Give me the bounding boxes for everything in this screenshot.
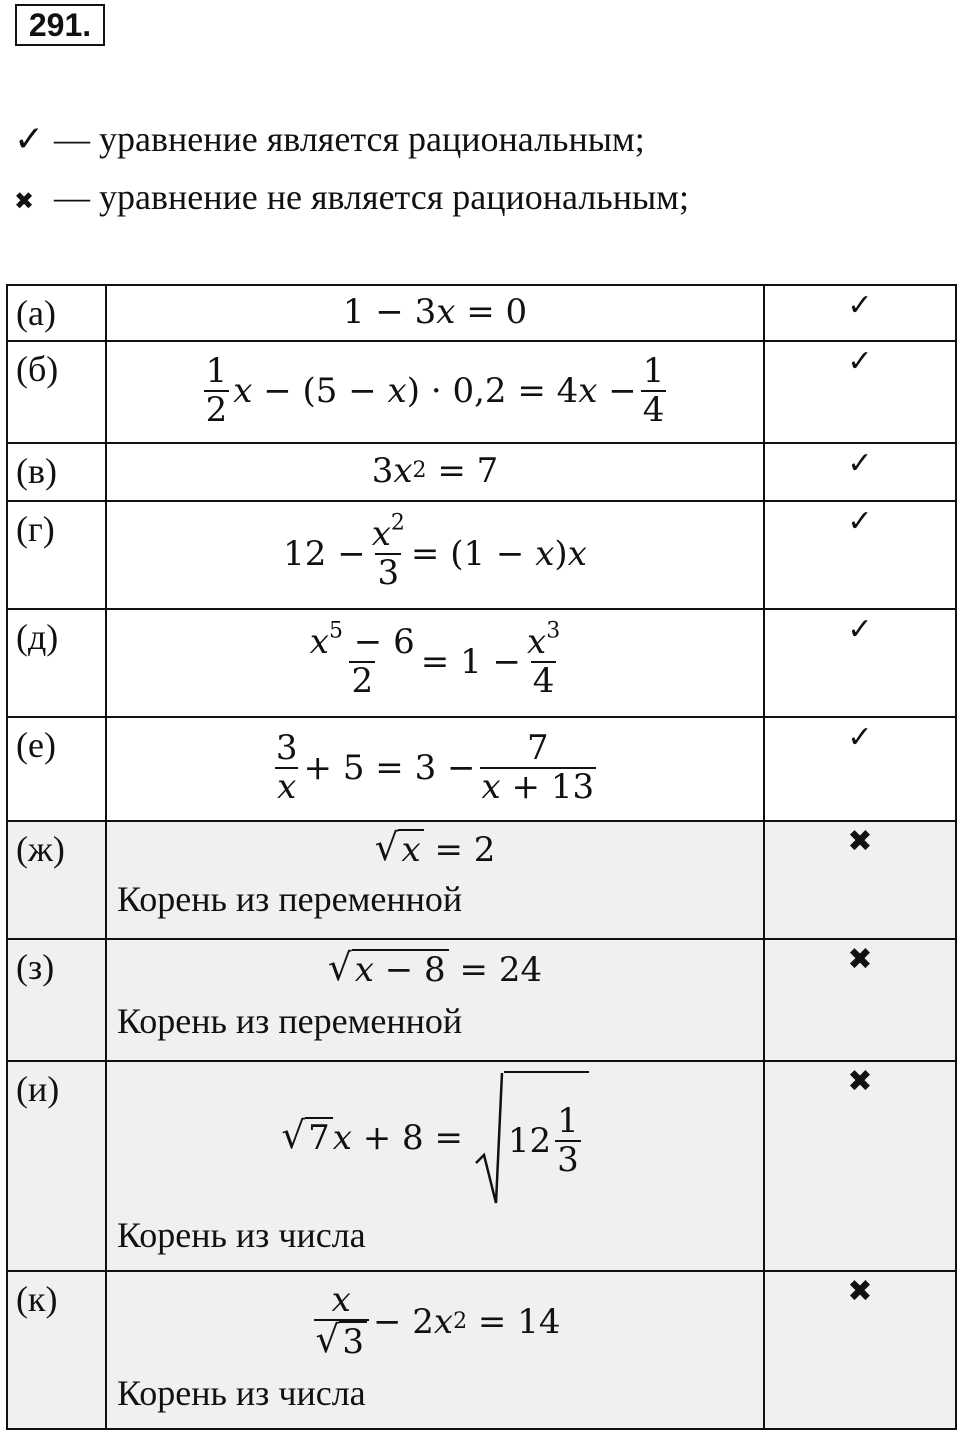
row-note: Корень из числа [117, 1215, 366, 1255]
check-icon: ✓ [764, 341, 956, 443]
row-note: Корень из переменной [117, 1001, 463, 1041]
table-row [7, 939, 956, 1061]
cross-icon: ✖ [764, 939, 956, 1061]
table-row [7, 1271, 956, 1429]
equation: √ x = 2 [374, 825, 496, 871]
problem-number: 291. [15, 4, 105, 46]
equation: 3 x 2 = 7 [371, 451, 499, 491]
cross-icon: ✖ [764, 1061, 956, 1271]
table-row [7, 717, 956, 821]
equation-cell [106, 717, 764, 821]
check-icon: ✓ [14, 119, 45, 160]
check-icon: ✓ [764, 609, 956, 717]
row-note: Корень из переменной [117, 879, 463, 919]
equation-cell [106, 1061, 764, 1271]
equation-cell [106, 501, 764, 609]
check-icon: ✓ [764, 285, 956, 341]
table-row [7, 609, 956, 717]
equation: x √ 3 − 2 x 2 = 14 [315, 1279, 561, 1363]
legend-rational [14, 118, 645, 160]
row-label: (е) [7, 717, 106, 821]
legend-not-rational [14, 176, 689, 218]
equation: 1 − 3 x = 0 [342, 292, 528, 332]
check-icon: ✓ [764, 501, 956, 609]
equation-cell [106, 341, 764, 443]
equation: $\frac{x^5 - 6}{2}$ = 1 − $\frac{x^3}{4}$ [309, 618, 561, 701]
row-label: (з) [7, 939, 106, 1061]
row-note: Корень из числа [117, 1373, 366, 1413]
equation: √ x − 8 = 24 [327, 945, 543, 991]
equation: √ 7 x + 8 = 12 $\frac{1}{3}$ [107, 1062, 763, 1214]
row-label: (д) [7, 609, 106, 717]
table-row [7, 443, 956, 501]
equation: $\frac{3}{x}$ + 5 = 3 − $\frac{7}{x + 13}$ [275, 727, 595, 807]
equation-cell [106, 609, 764, 717]
big-root: 12 $\frac{1}{3}$ [474, 1071, 589, 1205]
legend-text: — уравнение не является рациональным; [54, 177, 689, 217]
equation-cell [106, 1271, 764, 1429]
row-label: (к) [7, 1271, 106, 1429]
equation: 12 − $\frac{x^2}{3}$ = ( 1 − x ) x [283, 510, 587, 593]
table-row [7, 821, 956, 939]
table-row [7, 285, 956, 341]
table-row [7, 341, 956, 443]
row-label: (г) [7, 501, 106, 609]
row-label: (в) [7, 443, 106, 501]
cross-icon: ✖ [14, 187, 35, 215]
table-row [7, 501, 956, 609]
cross-icon: ✖ [764, 821, 956, 939]
check-icon: ✓ [764, 443, 956, 501]
table-row [7, 1061, 956, 1271]
row-label: (а) [7, 285, 106, 341]
equations-table [6, 284, 957, 1430]
legend-text: — уравнение является рациональным; [54, 119, 645, 159]
equation-cell [106, 821, 764, 939]
row-label: (ж) [7, 821, 106, 939]
equation: $\frac{1}{2}$ x − ( 5 − x ) · 0,2 = 4 x − $\frac{1}{4}$ [205, 350, 665, 430]
check-icon: ✓ [764, 717, 956, 821]
equation-cell [106, 285, 764, 341]
equation-cell [106, 443, 764, 501]
cross-icon: ✖ [764, 1271, 956, 1429]
row-label: (б) [7, 341, 106, 443]
row-label: (и) [7, 1061, 106, 1271]
equation-cell [106, 939, 764, 1061]
